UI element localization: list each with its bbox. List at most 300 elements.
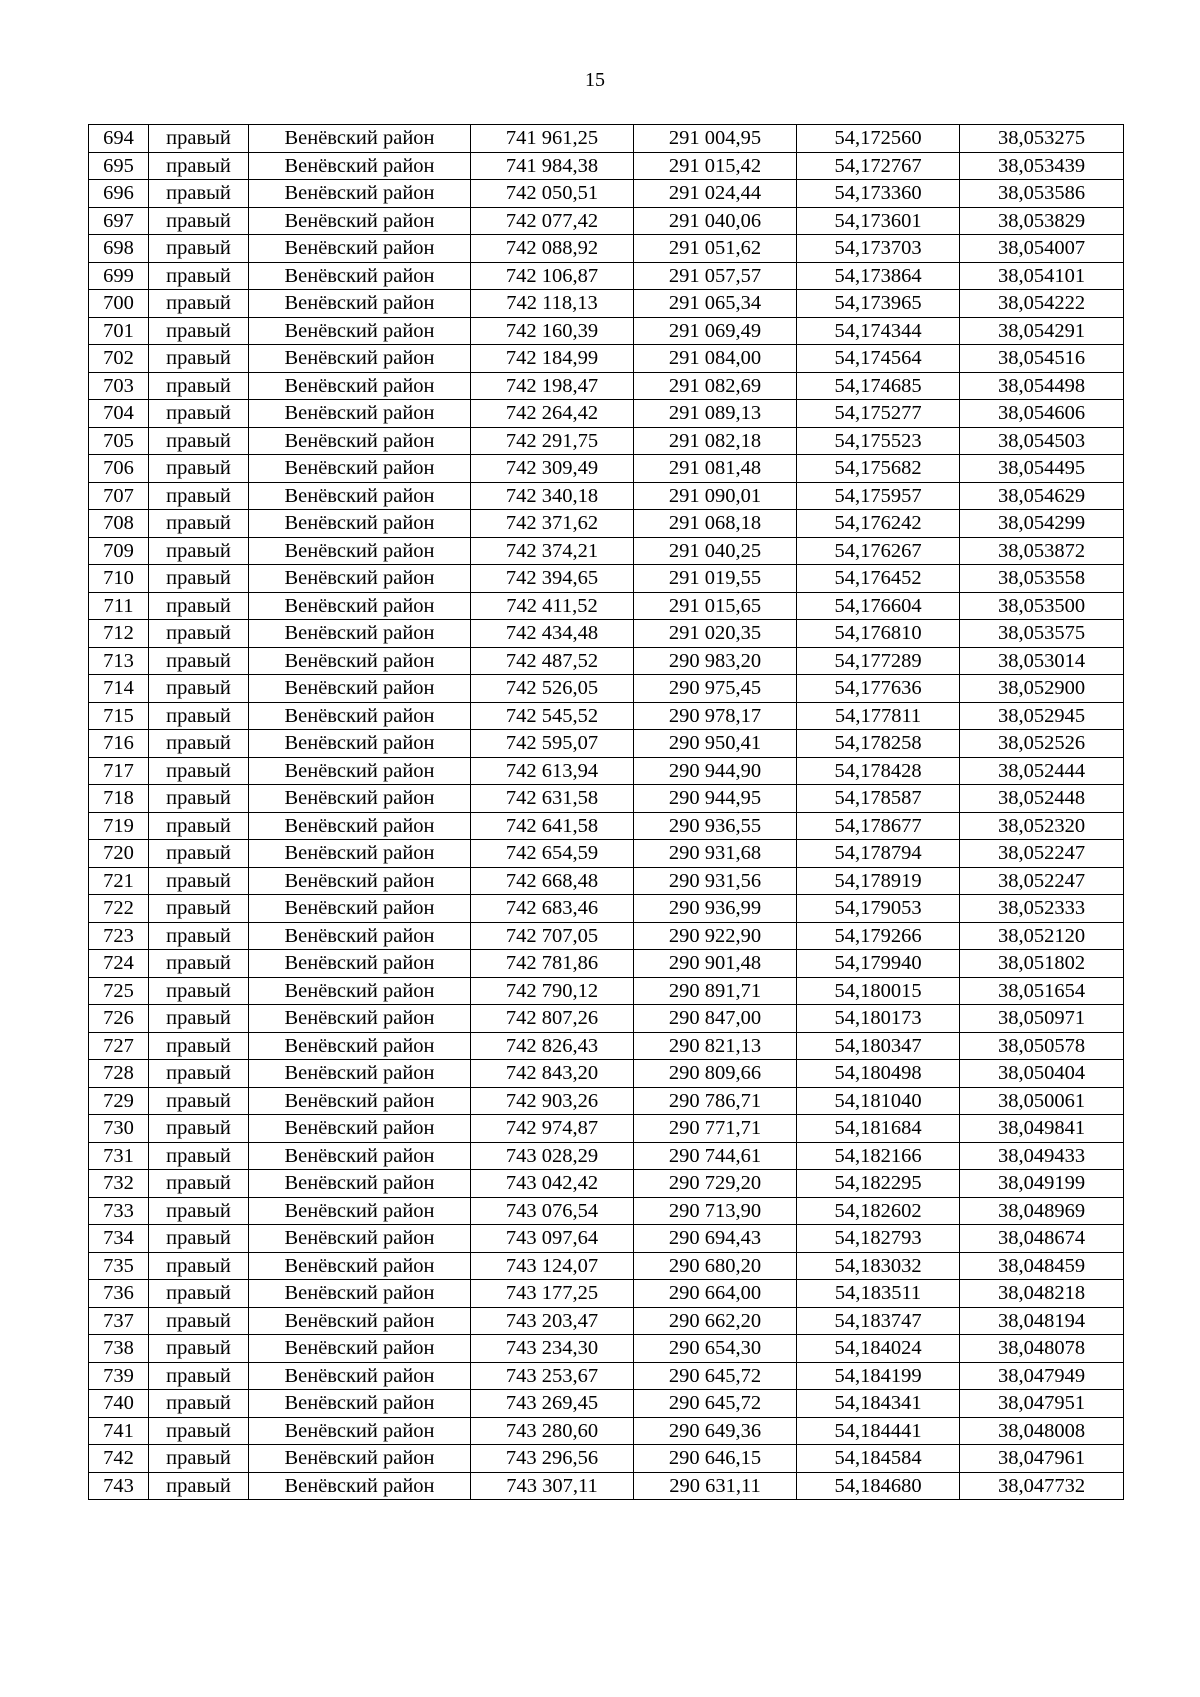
- coord-y-cell: 291 020,35: [634, 620, 797, 648]
- point-number-cell: 727: [89, 1032, 149, 1060]
- coord-y-cell: 290 978,17: [634, 702, 797, 730]
- district-cell: Венёвский район: [249, 1280, 471, 1308]
- longitude-cell: 38,054299: [960, 510, 1124, 538]
- bank-cell: правый: [149, 207, 249, 235]
- coord-y-cell: 290 744,61: [634, 1142, 797, 1170]
- longitude-cell: 38,051654: [960, 977, 1124, 1005]
- bank-cell: правый: [149, 1225, 249, 1253]
- longitude-cell: 38,054606: [960, 400, 1124, 428]
- table-row: [89, 1005, 1124, 1033]
- longitude-cell: 38,052945: [960, 702, 1124, 730]
- bank-cell: правый: [149, 1307, 249, 1335]
- district-cell: Венёвский район: [249, 207, 471, 235]
- table-row: [89, 400, 1124, 428]
- coord-y-cell: 290 646,15: [634, 1445, 797, 1473]
- coord-y-cell: 290 983,20: [634, 647, 797, 675]
- coord-y-cell: 291 004,95: [634, 125, 797, 153]
- district-cell: Венёвский район: [249, 565, 471, 593]
- coord-x-cell: 742 974,87: [471, 1115, 634, 1143]
- latitude-cell: 54,178428: [797, 757, 960, 785]
- longitude-cell: 38,053575: [960, 620, 1124, 648]
- table-row: [89, 317, 1124, 345]
- coord-y-cell: 291 057,57: [634, 262, 797, 290]
- longitude-cell: 38,052247: [960, 840, 1124, 868]
- district-cell: Венёвский район: [249, 1225, 471, 1253]
- coord-x-cell: 742 641,58: [471, 812, 634, 840]
- bank-cell: правый: [149, 372, 249, 400]
- coord-y-cell: 290 931,56: [634, 867, 797, 895]
- district-cell: Венёвский район: [249, 427, 471, 455]
- latitude-cell: 54,173864: [797, 262, 960, 290]
- district-cell: Венёвский район: [249, 372, 471, 400]
- latitude-cell: 54,184441: [797, 1417, 960, 1445]
- longitude-cell: 38,052900: [960, 675, 1124, 703]
- latitude-cell: 54,183747: [797, 1307, 960, 1335]
- bank-cell: правый: [149, 647, 249, 675]
- longitude-cell: 38,053439: [960, 152, 1124, 180]
- district-cell: Венёвский район: [249, 1115, 471, 1143]
- bank-cell: правый: [149, 977, 249, 1005]
- bank-cell: правый: [149, 262, 249, 290]
- longitude-cell: 38,049199: [960, 1170, 1124, 1198]
- bank-cell: правый: [149, 1142, 249, 1170]
- coord-y-cell: 290 662,20: [634, 1307, 797, 1335]
- coord-x-cell: 743 177,25: [471, 1280, 634, 1308]
- point-number-cell: 741: [89, 1417, 149, 1445]
- bank-cell: правый: [149, 1362, 249, 1390]
- longitude-cell: 38,048078: [960, 1335, 1124, 1363]
- longitude-cell: 38,047951: [960, 1390, 1124, 1418]
- bank-cell: правый: [149, 1032, 249, 1060]
- bank-cell: правый: [149, 840, 249, 868]
- coord-x-cell: 742 050,51: [471, 180, 634, 208]
- point-number-cell: 708: [89, 510, 149, 538]
- table-row: [89, 1225, 1124, 1253]
- coord-x-cell: 743 253,67: [471, 1362, 634, 1390]
- coord-x-cell: 742 903,26: [471, 1087, 634, 1115]
- coord-y-cell: 290 649,36: [634, 1417, 797, 1445]
- latitude-cell: 54,184680: [797, 1472, 960, 1500]
- district-cell: Венёвский район: [249, 647, 471, 675]
- coord-y-cell: 291 069,49: [634, 317, 797, 345]
- coord-x-cell: 743 124,07: [471, 1252, 634, 1280]
- coord-y-cell: 290 680,20: [634, 1252, 797, 1280]
- coord-y-cell: 291 051,62: [634, 235, 797, 263]
- table-row: [89, 1170, 1124, 1198]
- table-row: [89, 895, 1124, 923]
- district-cell: Венёвский район: [249, 1170, 471, 1198]
- table-row: [89, 1142, 1124, 1170]
- bank-cell: правый: [149, 1115, 249, 1143]
- coord-x-cell: 742 526,05: [471, 675, 634, 703]
- bank-cell: правый: [149, 537, 249, 565]
- coord-y-cell: 290 944,95: [634, 785, 797, 813]
- coord-x-cell: 742 264,42: [471, 400, 634, 428]
- coord-y-cell: 290 713,90: [634, 1197, 797, 1225]
- district-cell: Венёвский район: [249, 812, 471, 840]
- latitude-cell: 54,177636: [797, 675, 960, 703]
- district-cell: Венёвский район: [249, 1252, 471, 1280]
- bank-cell: правый: [149, 1170, 249, 1198]
- point-number-cell: 701: [89, 317, 149, 345]
- point-number-cell: 730: [89, 1115, 149, 1143]
- coord-y-cell: 290 645,72: [634, 1390, 797, 1418]
- district-cell: Венёвский район: [249, 1472, 471, 1500]
- point-number-cell: 702: [89, 345, 149, 373]
- coord-x-cell: 743 296,56: [471, 1445, 634, 1473]
- longitude-cell: 38,047961: [960, 1445, 1124, 1473]
- district-cell: Венёвский район: [249, 922, 471, 950]
- bank-cell: правый: [149, 922, 249, 950]
- point-number-cell: 725: [89, 977, 149, 1005]
- longitude-cell: 38,052247: [960, 867, 1124, 895]
- district-cell: Венёвский район: [249, 1060, 471, 1088]
- point-number-cell: 707: [89, 482, 149, 510]
- latitude-cell: 54,183511: [797, 1280, 960, 1308]
- point-number-cell: 723: [89, 922, 149, 950]
- table-row: [89, 592, 1124, 620]
- coord-y-cell: 290 654,30: [634, 1335, 797, 1363]
- latitude-cell: 54,182295: [797, 1170, 960, 1198]
- coord-x-cell: 743 280,60: [471, 1417, 634, 1445]
- district-cell: Венёвский район: [249, 757, 471, 785]
- coord-y-cell: 290 901,48: [634, 950, 797, 978]
- coord-y-cell: 291 015,65: [634, 592, 797, 620]
- latitude-cell: 54,176267: [797, 537, 960, 565]
- longitude-cell: 38,047732: [960, 1472, 1124, 1500]
- table-body: [89, 125, 1124, 1500]
- coord-x-cell: 742 340,18: [471, 482, 634, 510]
- district-cell: Венёвский район: [249, 702, 471, 730]
- longitude-cell: 38,054101: [960, 262, 1124, 290]
- bank-cell: правый: [149, 317, 249, 345]
- table-row: [89, 1362, 1124, 1390]
- coord-x-cell: 742 088,92: [471, 235, 634, 263]
- coord-x-cell: 742 826,43: [471, 1032, 634, 1060]
- latitude-cell: 54,182793: [797, 1225, 960, 1253]
- longitude-cell: 38,052444: [960, 757, 1124, 785]
- point-number-cell: 739: [89, 1362, 149, 1390]
- latitude-cell: 54,178258: [797, 730, 960, 758]
- coord-x-cell: 742 118,13: [471, 290, 634, 318]
- table-row: [89, 345, 1124, 373]
- point-number-cell: 729: [89, 1087, 149, 1115]
- district-cell: Венёвский район: [249, 1390, 471, 1418]
- coord-x-cell: 743 203,47: [471, 1307, 634, 1335]
- bank-cell: правый: [149, 235, 249, 263]
- latitude-cell: 54,180173: [797, 1005, 960, 1033]
- table-row: [89, 290, 1124, 318]
- point-number-cell: 714: [89, 675, 149, 703]
- latitude-cell: 54,180347: [797, 1032, 960, 1060]
- point-number-cell: 704: [89, 400, 149, 428]
- longitude-cell: 38,054498: [960, 372, 1124, 400]
- bank-cell: правый: [149, 1390, 249, 1418]
- coord-x-cell: 742 781,86: [471, 950, 634, 978]
- coord-x-cell: 742 434,48: [471, 620, 634, 648]
- district-cell: Венёвский район: [249, 1307, 471, 1335]
- longitude-cell: 38,054007: [960, 235, 1124, 263]
- bank-cell: правый: [149, 565, 249, 593]
- coord-y-cell: 291 065,34: [634, 290, 797, 318]
- coord-x-cell: 742 707,05: [471, 922, 634, 950]
- point-number-cell: 715: [89, 702, 149, 730]
- latitude-cell: 54,179266: [797, 922, 960, 950]
- latitude-cell: 54,184584: [797, 1445, 960, 1473]
- coord-y-cell: 291 090,01: [634, 482, 797, 510]
- latitude-cell: 54,181684: [797, 1115, 960, 1143]
- district-cell: Венёвский район: [249, 785, 471, 813]
- coord-x-cell: 742 654,59: [471, 840, 634, 868]
- coord-y-cell: 291 081,48: [634, 455, 797, 483]
- latitude-cell: 54,184199: [797, 1362, 960, 1390]
- table-row: [89, 1445, 1124, 1473]
- table-row: [89, 922, 1124, 950]
- coord-x-cell: 742 371,62: [471, 510, 634, 538]
- longitude-cell: 38,051802: [960, 950, 1124, 978]
- point-number-cell: 709: [89, 537, 149, 565]
- district-cell: Венёвский район: [249, 675, 471, 703]
- latitude-cell: 54,175523: [797, 427, 960, 455]
- bank-cell: правый: [149, 1280, 249, 1308]
- latitude-cell: 54,175277: [797, 400, 960, 428]
- point-number-cell: 698: [89, 235, 149, 263]
- table-row: [89, 372, 1124, 400]
- coord-x-cell: 742 184,99: [471, 345, 634, 373]
- table-row: [89, 730, 1124, 758]
- bank-cell: правый: [149, 867, 249, 895]
- point-number-cell: 733: [89, 1197, 149, 1225]
- bank-cell: правый: [149, 950, 249, 978]
- bank-cell: правый: [149, 1060, 249, 1088]
- latitude-cell: 54,183032: [797, 1252, 960, 1280]
- coord-y-cell: 290 771,71: [634, 1115, 797, 1143]
- point-number-cell: 696: [89, 180, 149, 208]
- district-cell: Венёвский район: [249, 1087, 471, 1115]
- latitude-cell: 54,174564: [797, 345, 960, 373]
- latitude-cell: 54,182166: [797, 1142, 960, 1170]
- latitude-cell: 54,173703: [797, 235, 960, 263]
- table-row: [89, 1252, 1124, 1280]
- point-number-cell: 737: [89, 1307, 149, 1335]
- bank-cell: правый: [149, 812, 249, 840]
- bank-cell: правый: [149, 730, 249, 758]
- coord-y-cell: 290 809,66: [634, 1060, 797, 1088]
- district-cell: Венёвский район: [249, 977, 471, 1005]
- latitude-cell: 54,172767: [797, 152, 960, 180]
- district-cell: Венёвский район: [249, 1417, 471, 1445]
- coord-y-cell: 291 082,18: [634, 427, 797, 455]
- table-row: [89, 152, 1124, 180]
- point-number-cell: 734: [89, 1225, 149, 1253]
- coord-y-cell: 291 084,00: [634, 345, 797, 373]
- table-row: [89, 620, 1124, 648]
- table-row: [89, 647, 1124, 675]
- bank-cell: правый: [149, 1252, 249, 1280]
- coord-x-cell: 742 683,46: [471, 895, 634, 923]
- table-row: [89, 702, 1124, 730]
- district-cell: Венёвский район: [249, 455, 471, 483]
- table-row: [89, 1280, 1124, 1308]
- longitude-cell: 38,048459: [960, 1252, 1124, 1280]
- point-number-cell: 705: [89, 427, 149, 455]
- longitude-cell: 38,048674: [960, 1225, 1124, 1253]
- bank-cell: правый: [149, 1335, 249, 1363]
- latitude-cell: 54,177811: [797, 702, 960, 730]
- coord-y-cell: 290 631,11: [634, 1472, 797, 1500]
- longitude-cell: 38,050971: [960, 1005, 1124, 1033]
- latitude-cell: 54,180015: [797, 977, 960, 1005]
- longitude-cell: 38,053500: [960, 592, 1124, 620]
- longitude-cell: 38,053558: [960, 565, 1124, 593]
- district-cell: Венёвский район: [249, 730, 471, 758]
- longitude-cell: 38,048969: [960, 1197, 1124, 1225]
- latitude-cell: 54,179940: [797, 950, 960, 978]
- coord-x-cell: 741 961,25: [471, 125, 634, 153]
- coord-x-cell: 742 077,42: [471, 207, 634, 235]
- coord-y-cell: 290 847,00: [634, 1005, 797, 1033]
- table-row: [89, 427, 1124, 455]
- latitude-cell: 54,182602: [797, 1197, 960, 1225]
- latitude-cell: 54,178587: [797, 785, 960, 813]
- table-row: [89, 785, 1124, 813]
- point-number-cell: 724: [89, 950, 149, 978]
- coord-y-cell: 291 040,06: [634, 207, 797, 235]
- table-row: [89, 455, 1124, 483]
- bank-cell: правый: [149, 895, 249, 923]
- longitude-cell: 38,054222: [960, 290, 1124, 318]
- bank-cell: правый: [149, 1087, 249, 1115]
- longitude-cell: 38,052448: [960, 785, 1124, 813]
- longitude-cell: 38,054503: [960, 427, 1124, 455]
- district-cell: Венёвский район: [249, 400, 471, 428]
- longitude-cell: 38,054516: [960, 345, 1124, 373]
- coord-x-cell: 742 411,52: [471, 592, 634, 620]
- district-cell: Венёвский район: [249, 125, 471, 153]
- district-cell: Венёвский район: [249, 510, 471, 538]
- table-row: [89, 757, 1124, 785]
- point-number-cell: 719: [89, 812, 149, 840]
- coord-y-cell: 290 786,71: [634, 1087, 797, 1115]
- table-row: [89, 840, 1124, 868]
- longitude-cell: 38,052333: [960, 895, 1124, 923]
- table-row: [89, 1335, 1124, 1363]
- coord-x-cell: 742 668,48: [471, 867, 634, 895]
- point-number-cell: 718: [89, 785, 149, 813]
- longitude-cell: 38,047949: [960, 1362, 1124, 1390]
- coord-x-cell: 742 613,94: [471, 757, 634, 785]
- latitude-cell: 54,174344: [797, 317, 960, 345]
- district-cell: Венёвский район: [249, 895, 471, 923]
- latitude-cell: 54,178794: [797, 840, 960, 868]
- table-row: [89, 1417, 1124, 1445]
- longitude-cell: 38,049433: [960, 1142, 1124, 1170]
- table-row: [89, 482, 1124, 510]
- district-cell: Венёвский район: [249, 1335, 471, 1363]
- bank-cell: правый: [149, 1472, 249, 1500]
- coord-y-cell: 290 891,71: [634, 977, 797, 1005]
- district-cell: Венёвский район: [249, 235, 471, 263]
- point-number-cell: 710: [89, 565, 149, 593]
- district-cell: Венёвский район: [249, 345, 471, 373]
- longitude-cell: 38,052120: [960, 922, 1124, 950]
- coord-y-cell: 290 944,90: [634, 757, 797, 785]
- table-row: [89, 812, 1124, 840]
- bank-cell: правый: [149, 1445, 249, 1473]
- table-row: [89, 235, 1124, 263]
- coord-x-cell: 742 631,58: [471, 785, 634, 813]
- point-number-cell: 712: [89, 620, 149, 648]
- bank-cell: правый: [149, 482, 249, 510]
- latitude-cell: 54,176452: [797, 565, 960, 593]
- coord-x-cell: 743 028,29: [471, 1142, 634, 1170]
- district-cell: Венёвский район: [249, 482, 471, 510]
- coord-y-cell: 290 694,43: [634, 1225, 797, 1253]
- district-cell: Венёвский район: [249, 1032, 471, 1060]
- coord-y-cell: 290 931,68: [634, 840, 797, 868]
- latitude-cell: 54,172560: [797, 125, 960, 153]
- latitude-cell: 54,175682: [797, 455, 960, 483]
- coord-y-cell: 291 089,13: [634, 400, 797, 428]
- coord-y-cell: 290 936,99: [634, 895, 797, 923]
- coord-y-cell: 290 975,45: [634, 675, 797, 703]
- longitude-cell: 38,050061: [960, 1087, 1124, 1115]
- latitude-cell: 54,175957: [797, 482, 960, 510]
- point-number-cell: 699: [89, 262, 149, 290]
- district-cell: Венёвский район: [249, 317, 471, 345]
- coord-y-cell: 291 015,42: [634, 152, 797, 180]
- point-number-cell: 700: [89, 290, 149, 318]
- longitude-cell: 38,052320: [960, 812, 1124, 840]
- longitude-cell: 38,054495: [960, 455, 1124, 483]
- coord-y-cell: 291 068,18: [634, 510, 797, 538]
- district-cell: Венёвский район: [249, 180, 471, 208]
- district-cell: Венёвский район: [249, 950, 471, 978]
- table-row: [89, 180, 1124, 208]
- coord-x-cell: 741 984,38: [471, 152, 634, 180]
- longitude-cell: 38,052526: [960, 730, 1124, 758]
- district-cell: Венёвский район: [249, 592, 471, 620]
- longitude-cell: 38,054291: [960, 317, 1124, 345]
- table-row: [89, 950, 1124, 978]
- coord-x-cell: 742 160,39: [471, 317, 634, 345]
- district-cell: Венёвский район: [249, 262, 471, 290]
- longitude-cell: 38,053829: [960, 207, 1124, 235]
- bank-cell: правый: [149, 510, 249, 538]
- table-row: [89, 207, 1124, 235]
- point-number-cell: 721: [89, 867, 149, 895]
- point-number-cell: 706: [89, 455, 149, 483]
- bank-cell: правый: [149, 400, 249, 428]
- point-number-cell: 713: [89, 647, 149, 675]
- coord-y-cell: 290 922,90: [634, 922, 797, 950]
- coord-x-cell: 742 545,52: [471, 702, 634, 730]
- longitude-cell: 38,053872: [960, 537, 1124, 565]
- coord-x-cell: 742 394,65: [471, 565, 634, 593]
- point-number-cell: 738: [89, 1335, 149, 1363]
- table-row: [89, 510, 1124, 538]
- page-number: 15: [585, 69, 605, 91]
- bank-cell: правый: [149, 455, 249, 483]
- coord-y-cell: 291 024,44: [634, 180, 797, 208]
- coord-x-cell: 742 198,47: [471, 372, 634, 400]
- point-number-cell: 742: [89, 1445, 149, 1473]
- latitude-cell: 54,179053: [797, 895, 960, 923]
- district-cell: Венёвский район: [249, 152, 471, 180]
- coord-x-cell: 743 234,30: [471, 1335, 634, 1363]
- longitude-cell: 38,049841: [960, 1115, 1124, 1143]
- bank-cell: правый: [149, 290, 249, 318]
